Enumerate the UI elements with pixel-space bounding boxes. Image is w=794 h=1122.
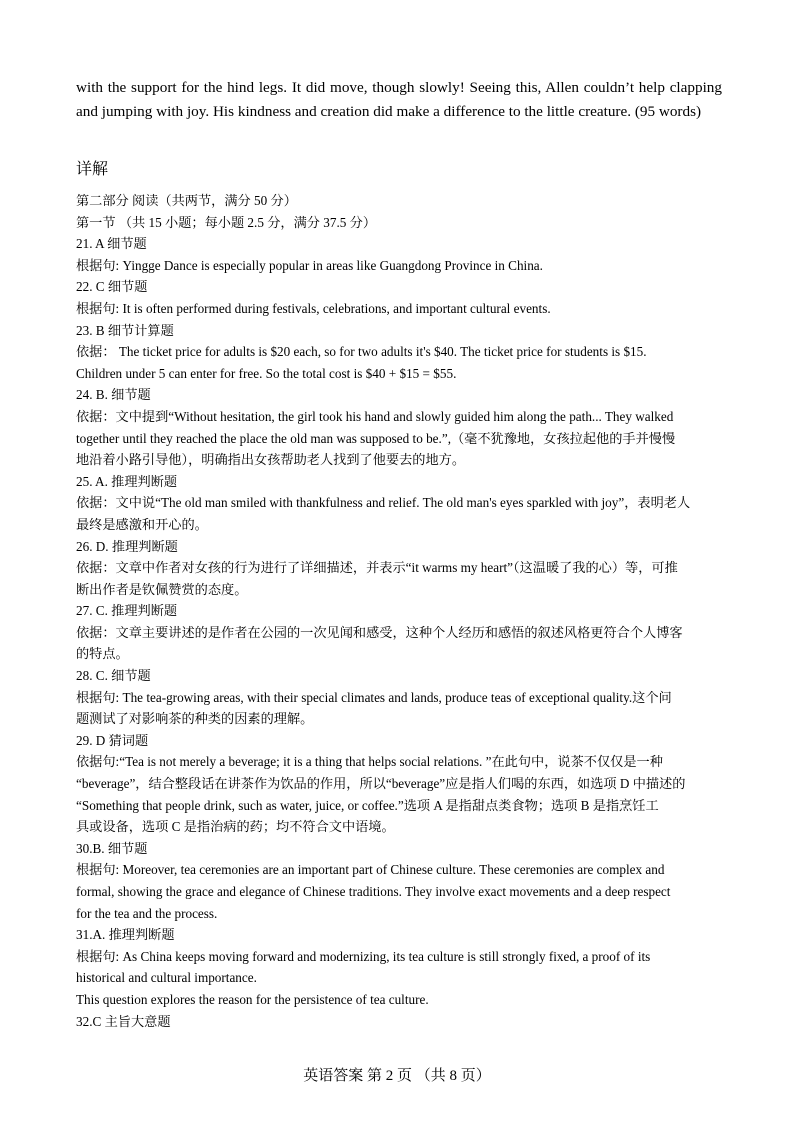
answer-line: 24. B. 细节题: [76, 387, 151, 403]
answer-line: 依据： The ticket price for adults is $20 each, so for two adults it's $40. The ticket price for students is $15.: [76, 344, 647, 360]
answer-line: 27. C. 推理判断题: [76, 603, 178, 619]
answer-line: 根据句: As China keeps moving forward and modernizing, its tea culture is still strongly fixed, a proof of its: [76, 948, 651, 964]
answer-line: 依据：文中提到“Without hesitation, the girl took his hand and slowly guided him along the path... They walked: [76, 408, 674, 424]
answer-line: formal, showing the grace and elegance of Chinese traditions. They involve exact movements and a deep respect: [76, 884, 671, 899]
answer-line: 26. D. 推理判断题: [76, 538, 178, 554]
answer-line: 根据句: Moreover, tea ceremonies are an important part of Chinese culture. These ceremonies are complex and: [76, 862, 665, 878]
answer-line: historical and cultural importance.: [76, 970, 257, 986]
answer-line: 题测试了对影响茶的种类的因素的理解。: [76, 711, 314, 727]
answer-line: 22. C 细节题: [76, 279, 148, 295]
answer-line: 最终是感激和开心的。: [76, 516, 208, 532]
answer-line: 依据：文章主要讲述的是作者在公园的一次见闻和感受，这种个人经历和感悟的叙述风格更符合个人博客: [76, 624, 683, 640]
answer-line: 25. A. 推理判断题: [76, 473, 178, 489]
answer-line: 21. A 细节题: [76, 236, 147, 252]
answer-line: 第一节 （共 15 小题；每小题 2.5 分，满分 37.5 分）: [76, 214, 377, 230]
answer-line: 依据句:“Tea is not merely a beverage; it is a thing that helps social relations. ”在此句中，说茶不仅仅是一种: [76, 754, 663, 770]
answer-line: for the tea and the process.: [76, 905, 218, 921]
page-footer: 英语答案 第 2 页 （共 8 页）: [303, 1068, 491, 1084]
answer-line: 32.C 主旨大意题: [76, 1013, 171, 1029]
answer-line: 28. C. 细节题: [76, 668, 151, 684]
answer-line: 根据句: It is often performed during festivals, celebrations, and important cultural events.: [76, 300, 551, 316]
answer-line: 地沿着小路引导他），明确指出女孩帮助老人找到了他要去的地方。: [76, 452, 466, 468]
essay-ending-paragraph: [76, 76, 722, 124]
answer-line: 依据：文中说“The old man smiled with thankfulness and relief. The old man's eyes sparkled with joy”，表明老人: [76, 495, 691, 511]
answer-line: This question explores the reason for the persistence of tea culture.: [76, 991, 429, 1007]
answer-line: 第二部分 阅读（共两节，满分 50 分）: [76, 193, 297, 208]
answer-line: 根据句: Yingge Dance is especially popular in areas like Guangdong Province in China.: [76, 257, 543, 273]
section-title-explanation: 详解: [76, 161, 109, 178]
answer-line: together until they reached the place the old man was supposed to be.”,（毫不犹豫地，女孩拉起他的手并慢慢: [76, 430, 676, 446]
answer-line: 根据句: The tea-growing areas, with their special climates and lands, produce teas of exceptional quality.这个问: [76, 689, 672, 705]
answer-line: 29. D 猜词题: [76, 732, 149, 748]
answer-line: 31.A. 推理判断题: [76, 927, 175, 943]
essay-text: with the support for the hind legs. It did move, though slowly! Seeing this, Allen couldn’t help clapping and jumping with joy. His kindness and creation did make a difference to the little creature. (95 words): [76, 79, 722, 120]
answer-explanations: [76, 190, 722, 1032]
answer-line: 23. B 细节计算题: [76, 322, 174, 338]
answer-line: 具或设备，选项 C 是指治病的药；均不符合文中语境。: [76, 819, 395, 835]
answer-line: 依据：文章中作者对女孩的行为进行了详细描述，并表示“it warms my heart”（这温暖了我的心）等，可推: [76, 560, 678, 576]
answer-line: 30.B. 细节题: [76, 840, 148, 856]
answer-line: 的特点。: [76, 646, 129, 662]
answer-line: Children under 5 can enter for free. So the total cost is $40 + $15 = $55.: [76, 365, 457, 381]
answer-line: “beverage”，结合整段话在讲茶作为饮品的作用，所以“beverage”应是指人们喝的东西，如选项 D 中描述的: [76, 776, 686, 792]
answer-line: 断出作者是钦佩赞赏的态度。: [76, 581, 248, 597]
answer-line: “Something that people drink, such as water, juice, or coffee.”选项 A 是指甜点类食物；选项 B 是指烹饪工: [76, 797, 659, 813]
